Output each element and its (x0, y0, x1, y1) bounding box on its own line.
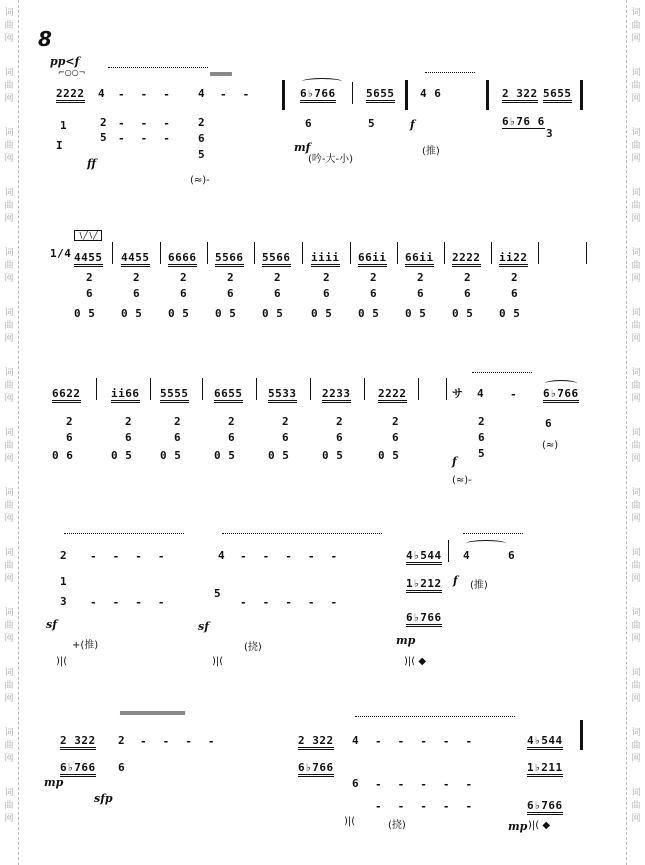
bass-note: 2 (180, 271, 188, 284)
sustain-dashes: - (510, 388, 533, 401)
bass-note: 0 5 (74, 307, 96, 320)
sustain-dashes: ----- (375, 778, 489, 791)
trill-line (222, 533, 382, 534)
end-bar (580, 720, 583, 750)
watermark-char: 曲 (631, 741, 641, 751)
bass-note: 2 (125, 415, 133, 428)
barline (538, 242, 539, 264)
note: 4 (198, 87, 206, 100)
bass-note: 6 (227, 287, 235, 300)
watermark-char: 曲 (631, 141, 641, 151)
mid-note-group: 6♭766 (60, 762, 96, 777)
watermark-char: 曲 (4, 621, 14, 631)
watermark-char: 网 (4, 454, 14, 464)
bass-note: 2 (464, 271, 472, 284)
watermark-char: 词 (631, 428, 641, 438)
annotation-tui: (推) (422, 146, 440, 157)
time-signature: 1/4 (50, 247, 72, 260)
watermark-char: 网 (4, 514, 14, 524)
watermark-char: 曲 (631, 561, 641, 571)
watermark-char: 词 (631, 668, 641, 678)
bass-note: 6 (228, 431, 236, 444)
note-group: 5533 (268, 388, 297, 403)
bass-note: 2 (227, 271, 235, 284)
bass-note: 6 (174, 431, 182, 444)
watermark-char: 网 (4, 334, 14, 344)
bass-note: 6 (464, 287, 472, 300)
barline (418, 378, 419, 400)
bass-note: 0 5 (311, 307, 333, 320)
watermark-char: 网 (631, 394, 641, 404)
bass-note: 0 6 (52, 449, 74, 462)
watermark-char: 网 (4, 634, 14, 644)
note-group: iiii (311, 252, 340, 267)
mid-note-group: 1♭212 (406, 578, 442, 593)
right-watermark-strip (626, 0, 645, 865)
note-group: 2222 (56, 88, 85, 103)
barline (96, 378, 97, 400)
watermark-char: 词 (4, 368, 14, 378)
sustain-dashes: ----- (375, 800, 489, 813)
sustain-dashes: ----- (240, 550, 354, 563)
barline (160, 242, 161, 264)
barline (112, 242, 113, 264)
trill-line (425, 72, 475, 73)
watermark-char: 网 (4, 94, 14, 104)
note-group: 5566 (215, 252, 244, 267)
mid-note-group: 1♭211 (527, 762, 563, 777)
dynamic-mp: mp (508, 820, 528, 833)
watermark-char: 曲 (631, 441, 641, 451)
sustain-dashes: --- (118, 88, 186, 101)
bass-note: 0 5 (121, 307, 143, 320)
watermark-char: 曲 (631, 21, 641, 31)
barline (256, 378, 257, 400)
watermark-char: 网 (631, 154, 641, 164)
watermark-char: 曲 (4, 501, 14, 511)
pedal-mark: )|( (344, 816, 356, 827)
note-group: ii66 (111, 388, 140, 403)
bass-note: 0 5 (268, 449, 290, 462)
page-number: 8 (38, 27, 52, 51)
watermark-char: 词 (631, 548, 641, 558)
note-group: 4♭544 (527, 735, 563, 750)
bass-note: 2 (282, 415, 290, 428)
note: 4 (98, 87, 106, 100)
pedal-mark: )|( (56, 656, 68, 667)
note: 6 (508, 549, 516, 562)
bass-note: 0 5 (322, 449, 344, 462)
bass-note: 6 (133, 287, 141, 300)
bass-note: 5 (100, 131, 108, 144)
watermark-char: 曲 (631, 201, 641, 211)
roman-numeral: I (56, 139, 64, 152)
left-watermark-strip (0, 0, 19, 865)
watermark-char: 网 (631, 274, 641, 284)
bracket-note: (≈)- (190, 175, 210, 186)
watermark-char: 词 (631, 308, 641, 318)
sustain-dashes: ---- (90, 596, 181, 609)
watermark-char: 词 (4, 308, 14, 318)
watermark-char: 曲 (4, 381, 14, 391)
sustain-dashes: --- (118, 117, 186, 130)
watermark-char: 词 (631, 8, 641, 18)
watermark-char: 曲 (631, 681, 641, 691)
watermark-char: 网 (631, 754, 641, 764)
note: 4 (218, 549, 226, 562)
mid-note: 1 (60, 575, 68, 588)
annotation-tui: (推) (470, 580, 488, 591)
bass-note: 0 5 (262, 307, 284, 320)
pedal-mark: )|( ◆ (528, 820, 551, 831)
ornament: ⌐○○¬ (58, 68, 86, 77)
bass-note: 0 5 (160, 449, 182, 462)
note: 2 (118, 734, 126, 747)
note-group: 6666 (168, 252, 197, 267)
note-group: 5655 (366, 88, 395, 103)
dynamic-f: f (453, 574, 458, 587)
watermark-char: 网 (4, 214, 14, 224)
watermark-char: 曲 (4, 321, 14, 331)
low-note: 3 (60, 595, 68, 608)
note-group: 2 322 (502, 88, 538, 103)
low-note-group: 6♭766 (406, 612, 442, 627)
watermark-char: 网 (631, 574, 641, 584)
dynamic-pp-f: pp<f (50, 55, 80, 68)
dynamic-sf: sf (46, 618, 57, 631)
bass-note: 6 (282, 431, 290, 444)
watermark-char: 词 (4, 608, 14, 618)
watermark-char: 词 (631, 188, 641, 198)
note-group: 4455 (121, 252, 150, 267)
watermark-char: 曲 (4, 141, 14, 151)
annotation-nao: (挠) (244, 642, 262, 653)
barline (350, 242, 351, 264)
annotation-yin-da-xiao: (吟-大-小) (308, 154, 354, 165)
bass-note: 2 (198, 116, 206, 129)
watermark-char: 曲 (4, 81, 14, 91)
watermark-char: 曲 (4, 21, 14, 31)
note-group: 2233 (322, 388, 351, 403)
watermark-char: 曲 (4, 681, 14, 691)
watermark-char: 词 (4, 488, 14, 498)
note-group: 5555 (160, 388, 189, 403)
watermark-char: 词 (631, 728, 641, 738)
note-group: 5566 (262, 252, 291, 267)
watermark-char: 曲 (4, 201, 14, 211)
bracket-note: (≈)- (452, 475, 472, 486)
watermark-char: 网 (631, 814, 641, 824)
annotation-nao: (挠) (388, 820, 406, 831)
watermark-char: 词 (631, 368, 641, 378)
note-group: 4♭544 (406, 550, 442, 565)
bass-note: 6 (198, 132, 206, 145)
watermark-char: 词 (4, 788, 14, 798)
dynamic-f: f (452, 455, 457, 468)
watermark-char: 网 (4, 694, 14, 704)
barline (448, 540, 449, 562)
watermark-char: 词 (4, 248, 14, 258)
note-group: 5655 (543, 88, 572, 103)
bass-note: 6 (417, 287, 425, 300)
bass-note: 2 (417, 271, 425, 284)
watermark-char: 曲 (4, 561, 14, 571)
watermark-char: 网 (631, 454, 641, 464)
ornament-box: ∖╱∖╱ (74, 230, 102, 241)
bass-note: 0 5 (168, 307, 190, 320)
decrescendo-hairpin: ═════════ (120, 706, 186, 720)
dynamic-mp: mp (44, 776, 64, 789)
watermark-char: 曲 (631, 621, 641, 631)
watermark-char: 网 (4, 394, 14, 404)
watermark-char: 网 (631, 514, 641, 524)
dynamic-sf: sf (198, 620, 209, 633)
dynamic-sfp: sfp (94, 792, 113, 805)
barline (202, 378, 203, 400)
bass-note: 2 (336, 415, 344, 428)
sustain-dashes: ---- (140, 735, 231, 748)
watermark-char: 词 (4, 728, 14, 738)
sustain-dashes: ---- (90, 550, 181, 563)
watermark-char: 曲 (631, 501, 641, 511)
bass-note: 2 (228, 415, 236, 428)
watermark-char: 词 (631, 488, 641, 498)
dynamic-mf: mf (294, 141, 311, 154)
watermark-char: 网 (631, 214, 641, 224)
sustain-dashes: --- (118, 132, 186, 145)
low-note-group: 6♭766 (527, 800, 563, 815)
note-group: 2 322 (60, 735, 96, 750)
note-group: 66ii (358, 252, 387, 267)
bass-note: 0 5 (378, 449, 400, 462)
watermark-char: 网 (631, 94, 641, 104)
bass-note: 2 (370, 271, 378, 284)
watermark-char: 词 (4, 668, 14, 678)
note-group: 2 322 (298, 735, 334, 750)
bass-note: 2 (511, 271, 519, 284)
bass-note: 6 (323, 287, 331, 300)
watermark-char: 词 (631, 248, 641, 258)
sustain-dashes: ----- (240, 596, 354, 609)
bass-note: 6 (392, 431, 400, 444)
barline (586, 242, 587, 264)
note-group: 4455 (74, 252, 103, 267)
watermark-char: 词 (4, 8, 14, 18)
note-group: 6655 (214, 388, 243, 403)
watermark-char: 曲 (4, 801, 14, 811)
watermark-char: 网 (4, 154, 14, 164)
mid-note-group: 6♭766 (298, 762, 334, 777)
barline (150, 378, 151, 400)
bass-note: 6 (370, 287, 378, 300)
barline (446, 378, 447, 400)
watermark-char: 网 (4, 34, 14, 44)
slur (545, 380, 577, 387)
note-group: 6♭766 (543, 388, 579, 403)
barline (302, 242, 303, 264)
bass-note: 2 (133, 271, 141, 284)
bass-note: 2 (274, 271, 282, 284)
bass-note: 0 5 (405, 307, 427, 320)
trill-line (64, 533, 184, 534)
watermark-char: 词 (4, 188, 14, 198)
watermark-char: 网 (631, 334, 641, 344)
note: 4 (477, 387, 485, 400)
annotation-tui: +(推) (72, 640, 99, 651)
watermark-char: 曲 (631, 81, 641, 91)
bass-note: 6 (336, 431, 344, 444)
repeat-bar (486, 80, 489, 110)
bass-note: 6 (86, 287, 94, 300)
decrescendo-hairpin: ═══ (210, 67, 232, 81)
note-group: 6♭766 (300, 88, 336, 103)
note-group: 6622 (52, 388, 81, 403)
mid-note: 6 (118, 761, 126, 774)
watermark-char: 曲 (631, 261, 641, 271)
trill-line (108, 67, 208, 68)
bass-note: 2 (100, 116, 108, 129)
barline (444, 242, 445, 264)
barline (491, 242, 492, 264)
dynamic-ff: ff (87, 157, 97, 170)
watermark-char: 词 (4, 428, 14, 438)
bass-note: 2 (66, 415, 74, 428)
watermark-char: 网 (4, 574, 14, 584)
bass-note: 0 5 (358, 307, 380, 320)
watermark-char: 词 (631, 788, 641, 798)
slur (302, 78, 342, 85)
sustain-dashes: -- (220, 88, 266, 101)
watermark-char: 词 (4, 128, 14, 138)
watermark-char: 网 (631, 694, 641, 704)
trill-line (355, 716, 515, 717)
watermark-char: 网 (4, 814, 14, 824)
watermark-char: 曲 (631, 381, 641, 391)
free-meter: サ (452, 387, 464, 400)
pedal-mark: )|( ◆ (404, 656, 427, 667)
barline (397, 242, 398, 264)
barline (254, 242, 255, 264)
bass-note: 2 (323, 271, 331, 284)
bass-note: 6 (274, 287, 282, 300)
watermark-char: 网 (4, 754, 14, 764)
watermark-char: 网 (4, 274, 14, 284)
note-group: 2222 (452, 252, 481, 267)
trill-line (463, 533, 523, 534)
bass-note: 0 5 (215, 307, 237, 320)
bass-note: 6 (66, 431, 74, 444)
note: 2 (60, 549, 68, 562)
bass-note: 5 (198, 148, 206, 161)
bass-note: 6 (125, 431, 133, 444)
bass-note: 0 5 (452, 307, 474, 320)
watermark-char: 曲 (4, 741, 14, 751)
bass-note: 0 5 (499, 307, 521, 320)
note-group: ii22 (499, 252, 528, 267)
bass-note: 2 (174, 415, 182, 428)
bass-note: 2 (392, 415, 400, 428)
bass-note: 2 (86, 271, 94, 284)
watermark-char: 词 (631, 608, 641, 618)
repeat-bar (405, 80, 408, 110)
trill-line (472, 372, 532, 373)
note-pair: 4 6 (420, 87, 442, 100)
watermark-char: 曲 (631, 321, 641, 331)
barline (310, 378, 311, 400)
watermark-char: 词 (4, 548, 14, 558)
barline (352, 82, 353, 104)
watermark-char: 网 (631, 634, 641, 644)
note-group: 66ii (405, 252, 434, 267)
bass-note: 0 5 (214, 449, 236, 462)
barline (364, 378, 365, 400)
sustain-dashes: ----- (375, 735, 489, 748)
watermark-char: 词 (4, 68, 14, 78)
watermark-char: 曲 (4, 441, 14, 451)
note: 4 (352, 734, 360, 747)
note: 4 (463, 549, 471, 562)
low-note: 6 (352, 777, 360, 790)
watermark-char: 曲 (4, 261, 14, 271)
end-bar (580, 80, 583, 110)
pedal-mark: )|( (212, 656, 224, 667)
dynamic-mp: mp (396, 634, 416, 647)
watermark-char: 曲 (631, 801, 641, 811)
repeat-bar (282, 80, 285, 110)
bass-note: 0 5 (111, 449, 133, 462)
watermark-char: 网 (631, 34, 641, 44)
watermark-char: 词 (631, 68, 641, 78)
barline (207, 242, 208, 264)
watermark-char: 词 (631, 128, 641, 138)
bracket-note: (≈) (542, 440, 559, 451)
slur (466, 540, 506, 547)
note-group: 2222 (378, 388, 407, 403)
dynamic-f: f (410, 118, 415, 131)
bass-note: 6 (180, 287, 188, 300)
bass-note: 6 (511, 287, 519, 300)
